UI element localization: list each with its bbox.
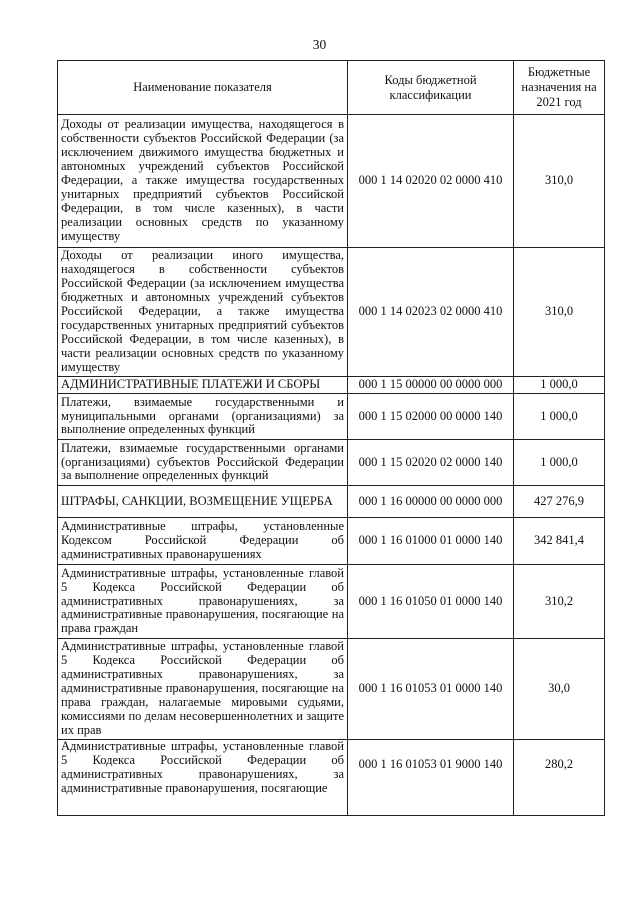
row-code: 000 1 15 02000 00 0000 140	[348, 394, 514, 440]
row-amount: 1 000,0	[514, 440, 605, 486]
header-name: Наименование показателя	[58, 61, 348, 115]
row-amount: 1 000,0	[514, 394, 605, 440]
row-name: Доходы от реализации имущества, находящегося в собственности субъектов Российской Федерации (за исключением движимого имущества бюджетных и автономных учреждений субъектов Российской Федерации, а также имущества государственных унитарных предприятий субъектов Российской Федерации, в том числе казенных), в части реализации основных средств по указанному имуществу	[58, 115, 348, 248]
row-code: 000 1 14 02023 02 0000 410	[348, 248, 514, 377]
row-amount: 1 000,0	[514, 377, 605, 394]
budget-revenue-table	[57, 60, 605, 816]
header-code: Коды бюджетной классификации	[348, 61, 514, 115]
table-header-row	[58, 61, 605, 115]
row-name: Административные штрафы, установленные главой 5 Кодекса Российской Федерации об административных правонарушениях, за административные правонарушения, посягающие на права граждан, налагаемые мировыми судьями, комиссиями по делам несовершеннолетних и защите их прав	[58, 639, 348, 740]
row-name: Платежи, взимаемые государственными органами (организациями) субъектов Российской Федерации за выполнение определенных функций	[58, 440, 348, 486]
row-amount: 427 276,9	[514, 486, 605, 518]
row-amount: 280,2	[514, 740, 605, 816]
table-row	[58, 740, 605, 816]
table-row	[58, 518, 605, 565]
section-name: АДМИНИСТРАТИВНЫЕ ПЛАТЕЖИ И СБОРЫ	[58, 377, 348, 394]
row-code: 000 1 16 01053 01 0000 140	[348, 639, 514, 740]
table-row	[58, 639, 605, 740]
row-code: 000 1 16 01050 01 0000 140	[348, 565, 514, 639]
row-name: Административные штрафы, установленные главой 5 Кодекса Российской Федерации об административных правонарушениях, за административные правонарушения, посягающие на права граждан	[58, 565, 348, 639]
row-code: 000 1 16 01053 01 9000 140	[348, 740, 514, 816]
section-name: ШТРАФЫ, САНКЦИИ, ВОЗМЕЩЕНИЕ УЩЕРБА	[58, 486, 348, 518]
table-row	[58, 115, 605, 248]
row-name: Платежи, взимаемые государственными и муниципальными органами (организациями) за выполнение определенных функций	[58, 394, 348, 440]
row-amount: 342 841,4	[514, 518, 605, 565]
table-row	[58, 394, 605, 440]
row-amount: 310,0	[514, 115, 605, 248]
row-code: 000 1 15 02020 02 0000 140	[348, 440, 514, 486]
row-name: Административные штрафы, установленные главой 5 Кодекса Российской Федерации об административных правонарушениях, за административные правонарушения, посягающие	[58, 740, 348, 816]
row-name: Доходы от реализации иного имущества, находящегося в собственности субъектов Российской Федерации (за исключением имущества бюджетных и автономных учреждений субъектов Российской Федерации, а также имущества государственных унитарных предприятий субъектов Российской Федерации, в том числе казенных), в части реализации основных средств по указанному имуществу	[58, 248, 348, 377]
header-amount: Бюджетные назначения на 2021 год	[514, 61, 605, 115]
row-name: Административные штрафы, установленные Кодексом Российской Федерации об административных правонарушениях	[58, 518, 348, 565]
table-row-section	[58, 486, 605, 518]
row-code: 000 1 14 02020 02 0000 410	[348, 115, 514, 248]
row-code: 000 1 16 00000 00 0000 000	[348, 486, 514, 518]
table-row	[58, 440, 605, 486]
row-amount: 310,2	[514, 565, 605, 639]
row-amount: 30,0	[514, 639, 605, 740]
page-number: 30	[312, 37, 327, 52]
table-row	[58, 565, 605, 639]
table-row-section	[58, 377, 605, 394]
row-code: 000 1 16 01000 01 0000 140	[348, 518, 514, 565]
row-amount: 310,0	[514, 248, 605, 377]
row-code: 000 1 15 00000 00 0000 000	[348, 377, 514, 394]
table-row	[58, 248, 605, 377]
